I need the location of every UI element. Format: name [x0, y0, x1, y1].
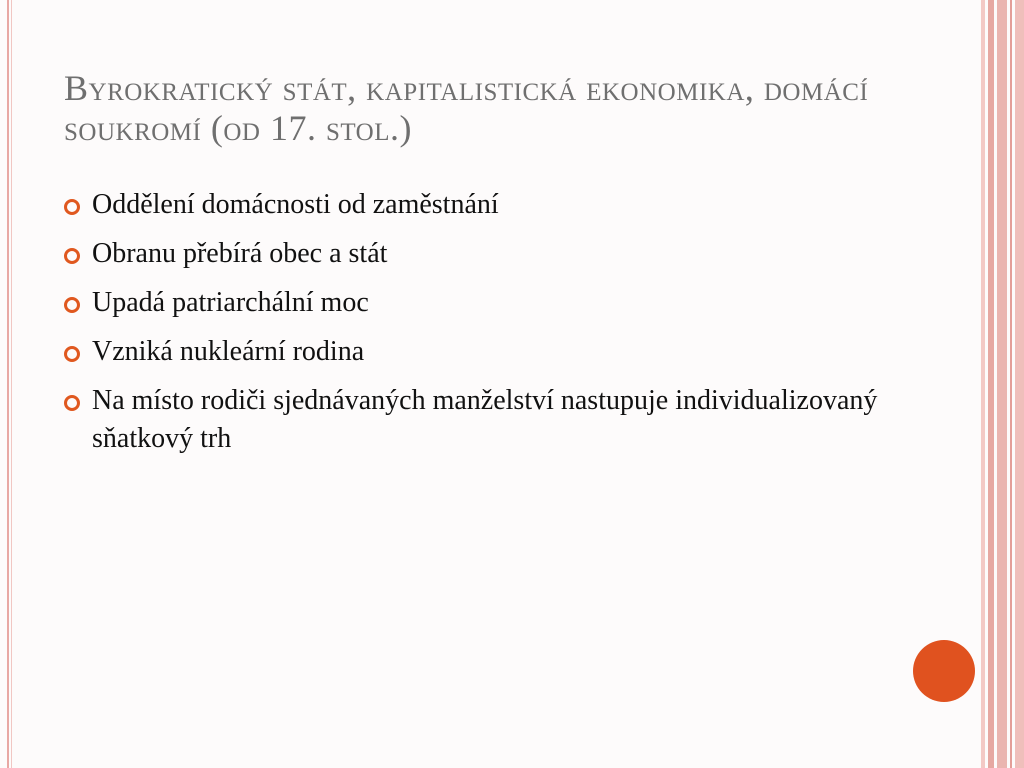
circle-bullet-icon — [64, 199, 80, 215]
circle-bullet-icon — [64, 346, 80, 362]
right-decorative-stripe — [1010, 0, 1012, 768]
right-decorative-stripe — [1015, 0, 1024, 768]
orange-circle-decoration — [913, 640, 975, 702]
bullet-text: Upadá patriarchální moc — [92, 287, 369, 318]
circle-bullet-icon — [64, 395, 80, 411]
bullet-text: Obranu přebírá obec a stát — [92, 238, 388, 269]
bullet-item — [64, 186, 944, 224]
left-border-line — [7, 0, 9, 768]
bullet-list — [64, 186, 944, 469]
bullet-item — [64, 382, 944, 458]
bullet-item — [64, 333, 944, 371]
right-decorative-stripe — [997, 0, 1007, 768]
bullet-item — [64, 235, 944, 273]
circle-bullet-icon — [64, 248, 80, 264]
bullet-item — [64, 284, 944, 322]
left-border-line-inner — [11, 0, 12, 768]
right-decorative-stripe — [981, 0, 985, 768]
slide-title: Byrokratický stát, kapitalistická ekonomika, domácí soukromí (od 17. stol.) — [64, 68, 869, 148]
bullet-text: Vzniká nukleární rodina — [92, 336, 365, 367]
right-decorative-stripe — [988, 0, 994, 768]
circle-bullet-icon — [64, 297, 80, 313]
bullet-text: Oddělení domácnosti od zaměstnání — [92, 189, 499, 220]
bullet-text: Na místo rodiči sjednávaných manželství nastupuje individualizovaný sňatkový trh — [92, 385, 878, 454]
